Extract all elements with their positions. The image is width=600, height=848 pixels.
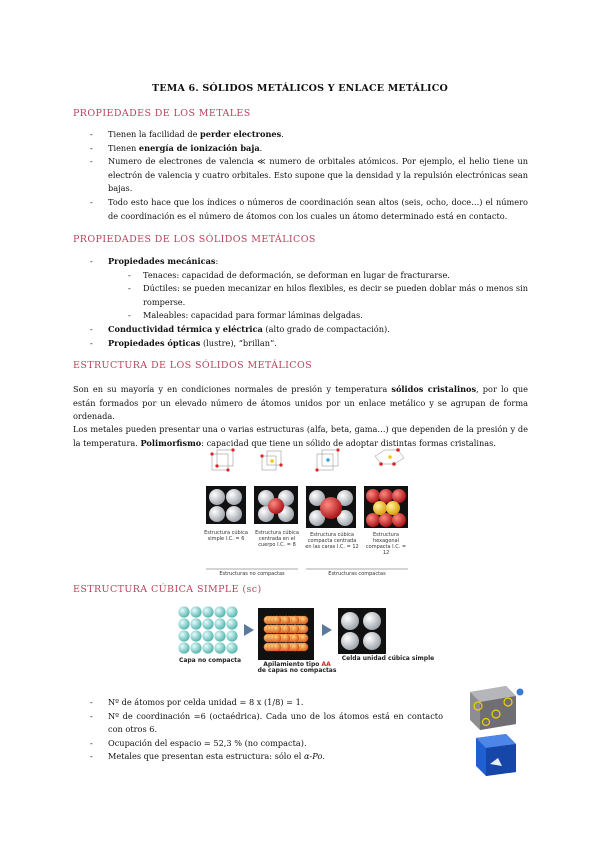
sub-list-item: - Tenaces: capacidad de deformación, se deforman en lugar de fracturarse.	[73, 269, 528, 283]
atom	[300, 634, 309, 643]
figure-label: Capa no compacta	[178, 657, 242, 664]
paragraph-estructura-2: Los metales pueden presentar una o varias estructuras (alfa, beta, gama…) que dependen de la presión y de la temperatura. Polimorfismo: capacidad que tiene un sólido de adoptar distintas formas cristalinas.	[73, 424, 528, 448]
list-item: - Propiedades ópticas (lustre), “brillan”.	[73, 337, 528, 351]
list-item: - Propiedades mecánicas: - Tenaces: capacidad de deformación, se deforman en lugar de fracturarse. - Dúctiles: se pueden mecanizar en hilos flexibles, es decir se pueden doblar más o menos sin romperse. - Maleables: capacidad para formar láminas delgadas.	[73, 255, 528, 323]
atom	[190, 630, 201, 641]
atom	[214, 642, 225, 653]
list-item: - Todo esto hace que los índices o números de coordinación sean altos (seis, ocho, doce…) el número de coordinación es el número de átomos con los cuales un átomo determinado está en contacto.	[73, 196, 528, 223]
list-item: - Numero de electrones de valencia ≪ numero de orbitales atómicos. Por ejemplo, el helio tiene un electrón de valencia y cuatro orbitales. Esto supone que la densidad y la repulsión electrónicas sean bajas.	[73, 155, 528, 196]
atom	[202, 630, 213, 641]
atom	[282, 634, 291, 643]
atom	[178, 606, 189, 617]
figure-crystal-structures	[200, 448, 412, 583]
atom	[202, 618, 213, 629]
sub-list-item: - Maleables: capacidad para formar láminas delgadas.	[73, 309, 528, 323]
figure-label: Celda unidad cúbica simple	[341, 655, 435, 662]
unit-cell-cubes-illustration	[446, 684, 530, 780]
atom	[226, 606, 237, 617]
list-item: - Conductividad térmica y eléctrica (alto grado de compactación).	[73, 323, 528, 337]
atom	[202, 606, 213, 617]
atom	[178, 618, 189, 629]
figure-unit-cell-cubes	[446, 684, 530, 780]
atom	[273, 616, 282, 625]
list-item: - Nº de átomos por celda unidad = 8 x (1/8) = 1.	[73, 696, 443, 710]
list-item: - Tienen la facilidad de perder electrones.	[73, 128, 528, 142]
section-cubica-simple	[73, 696, 443, 764]
atom	[291, 634, 300, 643]
figure-caption: Estructura cúbica compacta centrada en las caras I.C. = 12	[305, 532, 359, 550]
atom	[282, 616, 291, 625]
atom	[273, 625, 282, 634]
list-item: - Metales que presentan esta estructura: sólo el α-Po.	[73, 750, 443, 764]
figure-group-label: Estructuras compactas	[328, 571, 386, 577]
figure-label: Apilamiento tipo AA de capas no compactas	[257, 661, 337, 674]
figure-caption: Estructura cúbica centrada en el cuerpo I.C. = 8	[255, 530, 299, 548]
atom	[226, 618, 237, 629]
crystal-structures-illustration	[200, 448, 412, 583]
atom	[190, 642, 201, 653]
page-title: TEMA 6. SÓLIDOS METÁLICOS Y ENLACE METÁLICO	[152, 83, 448, 94]
atom	[282, 625, 291, 634]
atom	[300, 643, 309, 652]
section-heading-propiedades-metales: PROPIEDADES DE LOS METALES	[73, 108, 251, 119]
atom	[202, 642, 213, 653]
figure-caption: Estructura cúbica simple I.C. = 6	[204, 530, 248, 542]
sub-list-item: - Dúctiles: se pueden mecanizar en hilos flexibles, es decir se pueden doblar más o menos sin romperse.	[73, 282, 528, 309]
atom	[282, 643, 291, 652]
section-propiedades-metales	[73, 128, 528, 223]
atom	[178, 630, 189, 641]
figure-caption: Estructura hexagonal compacta I.C. = 12	[365, 532, 407, 556]
section-heading-propiedades-solidos: PROPIEDADES DE LOS SÓLIDOS METÁLICOS	[73, 234, 316, 245]
atom	[190, 606, 201, 617]
atom	[291, 616, 300, 625]
atom	[300, 625, 309, 634]
atom	[226, 642, 237, 653]
figure-group-label: Estructuras no compactas	[219, 571, 285, 577]
section-heading-cubica-simple: ESTRUCTURA CÚBICA SIMPLE (sc)	[73, 584, 262, 595]
section-propiedades-solidos	[73, 255, 528, 350]
paragraph-estructura-1: Son en su mayoría y en condiciones normales de presión y temperatura sólidos cristalinos, por lo que están formados por un elevado número de átomos unidos por un enlace metálico y se agrupan de forma ordenada.	[73, 384, 528, 422]
list-item: - Tienen energía de ionización baja.	[73, 142, 528, 156]
figure-simple-cubic	[178, 606, 438, 678]
atom	[214, 618, 225, 629]
list-item: - Ocupación del espacio = 52,3 % (no compacta).	[73, 737, 443, 751]
atom	[190, 618, 201, 629]
atom	[291, 625, 300, 634]
atom	[291, 643, 300, 652]
atom	[273, 643, 282, 652]
atom	[226, 630, 237, 641]
atom	[300, 616, 309, 625]
section-heading-estructura: ESTRUCTURA DE LOS SÓLIDOS METÁLICOS	[73, 360, 313, 371]
atom	[214, 606, 225, 617]
atom	[273, 634, 282, 643]
atom	[178, 642, 189, 653]
atom	[214, 630, 225, 641]
list-item: - Nº de coordinación =6 (octaédrica). Cada uno de los átomos está en contacto con otros 6.	[73, 710, 443, 737]
